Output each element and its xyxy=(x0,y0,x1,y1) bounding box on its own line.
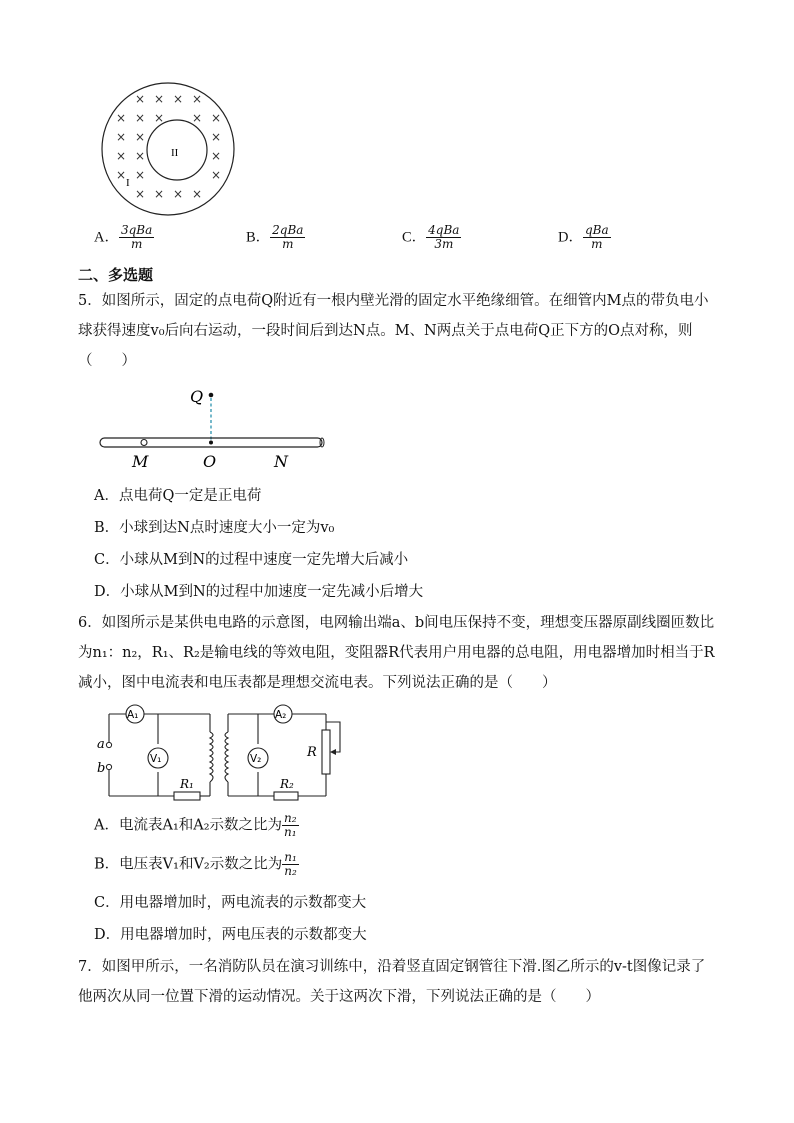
q5-line-2: 球获得速度v₀后向右运动，一段时间后到达N点。M、N两点关于点电荷Q正下方的O点对称，则 xyxy=(78,323,693,339)
magnetic-ring-figure xyxy=(100,78,240,218)
option-letter: C． xyxy=(402,229,427,246)
label-r1: R₁ xyxy=(180,777,194,791)
fraction-denominator: n₂ xyxy=(284,864,297,878)
q4-option-d[interactable] xyxy=(558,224,611,251)
fraction-denominator: m xyxy=(130,237,143,251)
fraction-denominator: 3m xyxy=(434,237,454,251)
fraction-denominator: n₁ xyxy=(284,825,297,839)
label-v2: V₂ xyxy=(250,753,262,765)
q4-options xyxy=(94,224,744,260)
terminal-b xyxy=(106,764,111,769)
label-v1: V₁ xyxy=(150,753,162,765)
label-m: M xyxy=(132,452,149,471)
field-cross: × xyxy=(116,111,127,125)
q6-option-d[interactable]: D．用电器增加时，两电压表的示数都变大 xyxy=(94,927,367,943)
ring-label-outer: I xyxy=(126,177,130,189)
q6-line-1: 6．如图所示是某供电电路的示意图，电网输出端a、b间电压保持不变，理想变压器原副线圈匝数比 xyxy=(78,615,715,631)
q6-option-a-fraction xyxy=(282,812,299,839)
label-r: R xyxy=(307,745,317,760)
field-cross: × xyxy=(211,130,222,144)
point-o xyxy=(209,441,213,445)
field-cross: × xyxy=(192,111,203,125)
option-fraction xyxy=(583,224,611,251)
q4-option-c[interactable] xyxy=(402,224,461,251)
field-cross: × xyxy=(135,111,146,125)
rheostat-slider-icon xyxy=(330,749,336,755)
resistor-r1 xyxy=(174,792,200,800)
option-fraction xyxy=(119,224,154,251)
option-fraction xyxy=(426,224,461,251)
field-cross: × xyxy=(116,130,127,144)
q5-option-a[interactable]: A．点电荷Q一定是正电荷 xyxy=(94,488,262,504)
fraction-numerator: n₁ xyxy=(284,850,297,864)
q6-option-a[interactable] xyxy=(94,812,299,839)
field-cross: × xyxy=(116,168,127,182)
q5-option-c[interactable]: C．小球从M到N的过程中速度一定先增大后减小 xyxy=(94,552,409,568)
label-a1: A₁ xyxy=(127,709,139,721)
q6-line-3: 减小，图中电流表和电压表都是理想交流电表。下列说法正确的是（ ） xyxy=(78,675,557,691)
field-cross: × xyxy=(135,187,146,201)
fraction-numerator: n₂ xyxy=(284,811,297,825)
q6-option-b-text: B．电压表V₁和V₂示数之比为 xyxy=(94,856,283,873)
field-cross: × xyxy=(192,92,203,106)
q6-line-2: 为n₁：n₂，R₁、R₂是输电线的等效电阻，变阻器R代表用户用电器的总电阻，用电器增加时相当于R xyxy=(78,645,715,661)
fraction-denominator: m xyxy=(591,237,603,251)
fraction-denominator: m xyxy=(282,237,294,251)
ring-label-inner: II xyxy=(171,147,179,159)
label-q: Q xyxy=(190,387,204,406)
fraction-numerator: qBa xyxy=(584,223,609,237)
q6-option-c[interactable]: C．用电器增加时，两电流表的示数都变大 xyxy=(94,895,367,911)
field-cross: × xyxy=(192,187,203,201)
cross-field xyxy=(116,92,221,201)
field-cross: × xyxy=(173,187,184,201)
q5-option-b[interactable]: B．小球到达N点时速度大小一定为v₀ xyxy=(94,520,335,536)
field-cross: × xyxy=(173,92,184,106)
transformer-circuit-figure xyxy=(94,700,344,804)
label-b: b xyxy=(97,761,106,776)
label-n: N xyxy=(274,452,288,471)
option-letter: B． xyxy=(246,229,271,246)
q5-line-1: 5．如图所示，固定的点电荷Q附近有一根内壁光滑的固定水平绝缘细管。在细管内M点的带负电小 xyxy=(78,293,709,309)
field-cross: × xyxy=(211,149,222,163)
label-r2: R₂ xyxy=(280,777,294,791)
q4-option-b[interactable] xyxy=(246,224,305,251)
fraction-numerator: 3qBa xyxy=(120,223,153,237)
label-o: O xyxy=(203,452,217,471)
q6-option-b[interactable] xyxy=(94,851,299,878)
point-charge-q xyxy=(209,393,214,398)
field-cross: × xyxy=(154,187,165,201)
q5-line-3: （ ） xyxy=(78,353,136,369)
field-cross: × xyxy=(154,111,165,125)
q5-option-d[interactable]: D．小球从M到N的过程中加速度一定先减小后增大 xyxy=(94,584,424,600)
q6-option-b-fraction xyxy=(282,851,299,878)
label-a: a xyxy=(97,737,105,752)
ball-m xyxy=(141,440,147,446)
q6-option-a-text: A．电流表A₁和A₂示数之比为 xyxy=(94,817,283,834)
resistor-r2 xyxy=(274,792,298,800)
q7-line-1: 7．如图甲所示，一名消防队员在演习训练中，沿着竖直固定钢管往下滑.图乙所示的v-t图像记录了 xyxy=(78,959,706,975)
field-cross: × xyxy=(135,149,146,163)
option-letter: A． xyxy=(94,229,119,246)
terminal-a xyxy=(106,742,111,747)
field-cross: × xyxy=(135,130,146,144)
field-cross: × xyxy=(211,168,222,182)
field-cross: × xyxy=(211,111,222,125)
label-a2: A₂ xyxy=(275,709,287,721)
field-cross: × xyxy=(135,168,146,182)
tube-charge-figure xyxy=(94,382,334,474)
fraction-numerator: 2qBa xyxy=(272,223,304,237)
field-cross: × xyxy=(116,149,127,163)
field-cross: × xyxy=(154,92,165,106)
field-cross: × xyxy=(135,92,146,106)
fraction-numerator: 4qBa xyxy=(428,223,460,237)
option-letter: D． xyxy=(558,229,583,246)
option-fraction xyxy=(270,224,305,251)
section-heading: 二、多选题 xyxy=(78,266,154,284)
q4-option-a[interactable] xyxy=(94,224,154,251)
rheostat-r xyxy=(322,730,330,774)
q7-line-2: 他两次从同一位置下滑的运动情况。关于这两次下滑，下列说法正确的是（ ） xyxy=(78,989,600,1005)
